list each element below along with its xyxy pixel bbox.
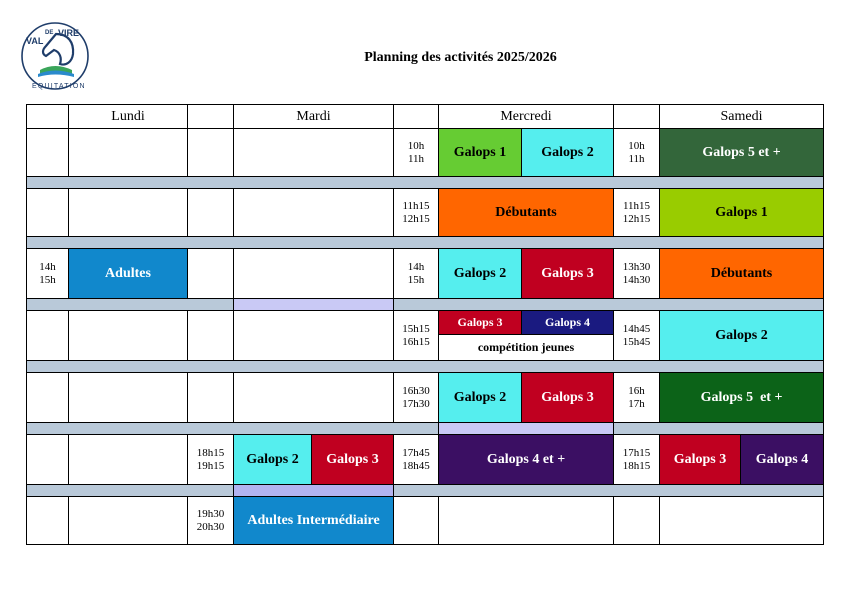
empty-cell [233, 128, 394, 177]
empty-cell [68, 372, 188, 423]
time-slot: 10h 11h [613, 128, 660, 177]
time-slot: 14h45 15h45 [613, 310, 660, 361]
empty-cell [393, 496, 439, 545]
activity-galops-4: Galops 4 [521, 310, 614, 335]
activity-galops-4: Galops 4 [740, 434, 824, 485]
svg-text:DE: DE [45, 30, 54, 36]
empty-cell [233, 188, 394, 237]
activity-galops-3: Galops 3 [438, 310, 522, 335]
activity-galops-3: Galops 3 [521, 372, 614, 423]
empty-cell [613, 496, 660, 545]
empty-cell [26, 434, 69, 485]
page-title: Planning des activités 2025/2026 [364, 50, 557, 65]
svg-text:VAL: VAL [26, 36, 44, 46]
time-slot: 11h15 12h15 [393, 188, 439, 237]
activity-galops-4-plus: Galops 4 et + [438, 434, 614, 485]
time-slot: 13h30 14h30 [613, 248, 660, 299]
activity-galops-3: Galops 3 [659, 434, 741, 485]
activity-galops-5-plus: Galops 5 et + [659, 372, 824, 423]
empty-cell [187, 248, 234, 299]
empty-cell [438, 496, 614, 545]
time-slot: 10h 11h [393, 128, 439, 177]
activity-galops-1: Galops 1 [659, 188, 824, 237]
time-slot: 14h 15h [393, 248, 439, 299]
time-slot: 17h15 18h15 [613, 434, 660, 485]
activity-adultes-intermediaire: Adultes Intermédiaire [233, 496, 394, 545]
empty-cell [68, 128, 188, 177]
time-slot: 15h15 16h15 [393, 310, 439, 361]
time-slot: 19h30 20h30 [187, 496, 234, 545]
empty-cell [26, 372, 69, 423]
empty-header-cell [393, 104, 439, 129]
empty-cell [187, 188, 234, 237]
empty-cell [68, 188, 188, 237]
empty-cell [659, 496, 824, 545]
time-slot: 16h30 17h30 [393, 372, 439, 423]
activity-galops-3: Galops 3 [521, 248, 614, 299]
empty-cell [26, 310, 69, 361]
empty-header-cell [613, 104, 660, 129]
empty-cell [26, 128, 69, 177]
empty-cell [26, 496, 69, 545]
activity-competition-jeunes: compétition jeunes [438, 334, 614, 361]
empty-cell [187, 128, 234, 177]
empty-cell [68, 310, 188, 361]
time-slot: 11h15 12h15 [613, 188, 660, 237]
time-slot: 18h15 19h15 [187, 434, 234, 485]
activity-galops-2: Galops 2 [659, 310, 824, 361]
activity-galops-1: Galops 1 [438, 128, 522, 177]
activity-debutants: Débutants [659, 248, 824, 299]
activity-galops-2: Galops 2 [438, 248, 522, 299]
activity-debutants: Débutants [438, 188, 614, 237]
empty-cell [233, 248, 394, 299]
empty-cell [26, 188, 69, 237]
time-slot: 17h45 18h45 [393, 434, 439, 485]
activity-galops-5-plus: Galops 5 et + [659, 128, 824, 177]
time-slot: 14h 15h [26, 248, 69, 299]
empty-cell [68, 496, 188, 545]
activity-galops-3: Galops 3 [311, 434, 394, 485]
activity-galops-2: Galops 2 [233, 434, 312, 485]
empty-cell [233, 372, 394, 423]
empty-cell [187, 310, 234, 361]
svg-text:EQUITATION: EQUITATION [32, 83, 86, 90]
empty-header-cell [26, 104, 69, 129]
day-header-lundi: Lundi [68, 104, 188, 129]
empty-cell [68, 434, 188, 485]
schedule-table [26, 104, 824, 545]
day-header-mercredi: Mercredi [438, 104, 614, 129]
activity-galops-2: Galops 2 [521, 128, 614, 177]
day-header-mardi: Mardi [233, 104, 394, 129]
day-header-samedi: Samedi [659, 104, 824, 129]
time-slot: 16h 17h [613, 372, 660, 423]
activity-galops-2: Galops 2 [438, 372, 522, 423]
svg-text:VIRE: VIRE [58, 28, 80, 38]
empty-cell [187, 372, 234, 423]
empty-cell [233, 310, 394, 361]
activity-adultes: Adultes [68, 248, 188, 299]
empty-header-cell [187, 104, 234, 129]
